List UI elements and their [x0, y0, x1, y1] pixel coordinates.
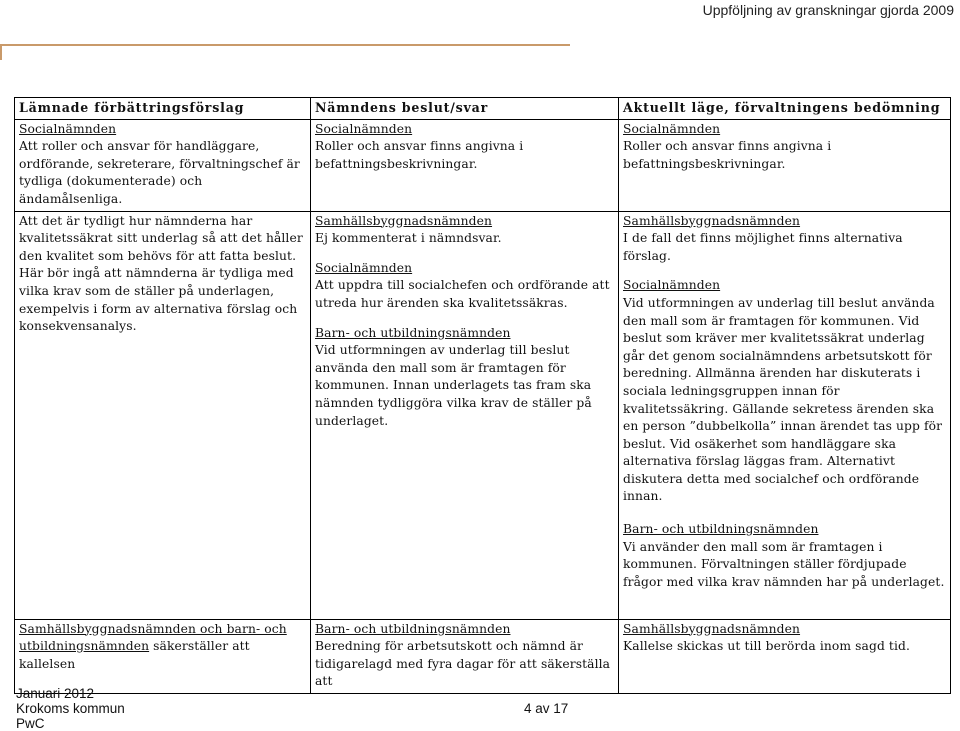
committee-name: Samhällsbyggnadsnämnden och barn- och utbildningsnämnden — [19, 621, 287, 654]
cell-text: Beredning för arbetsutskott och nämnd är tidigarelagd med fyra dagar för att säkerställa att — [315, 639, 611, 689]
cell-text: Att det är tydligt hur nämnderna har kvalitetssäkrat sitt underlag så att det håller den kvalitet som behövs för att fatta beslut. Här bör ingå att nämnderna är tydliga med vilka krav som de ställer på underlagen, exempelvis i form av alternativa förslag och konsekvensanalys. — [19, 213, 303, 334]
header-title: Uppföljning av granskningar gjorda 2009 — [702, 2, 954, 18]
committee-name: Socialnämnden — [315, 121, 413, 136]
cell-text: Roller och ansvar finns angivna i befattningsbeskrivningar. — [623, 139, 832, 171]
committee-name: Barn- och utbildningsnämnden — [315, 621, 511, 636]
cell-text: Vid utformningen av underlag till beslut använda den mall som är framtagen för kommunen. Innan underlagets tas fram ska nämnden tydliggöra vilka krav de ställer på underlaget. — [315, 343, 592, 428]
follow-up-table — [14, 97, 951, 694]
table-header-row — [15, 98, 951, 120]
cell-text: I de fall det finns möjlighet finns alternativa förslag. — [623, 231, 903, 263]
table-cell — [15, 211, 311, 619]
table-cell — [15, 619, 311, 693]
table-cell — [619, 119, 951, 211]
cell-text: Roller och ansvar finns angivna i befattningsbeskrivningar. — [315, 139, 524, 171]
cell-text: säkerställer att kallelsen — [19, 639, 250, 671]
footer-company: PwC — [16, 716, 45, 731]
cell-text: Att roller och ansvar för handläggare, ordförande, sekreterare, förvaltningschef är tydliga (dokumenterade) och ändamålsenliga. — [19, 139, 300, 206]
table-cell — [15, 119, 311, 211]
committee-name: Barn- och utbildningsnämnden — [315, 325, 511, 340]
header-rule — [0, 44, 570, 46]
committee-name: Barn- och utbildningsnämnden — [623, 522, 819, 537]
header-rule-tick — [0, 44, 2, 60]
table-cell — [311, 119, 619, 211]
committee-name: Socialnämnden — [623, 278, 721, 293]
cell-text: Vi använder den mall som är framtagen i kommunen. Förvaltningen ställer fördjupade frågor med vilka krav nämnden har på underlaget. — [623, 539, 945, 589]
table-cell — [311, 619, 619, 693]
column-header-status: Aktuellt läge, förvaltningens bedömning — [619, 98, 951, 120]
table-cell — [311, 211, 619, 619]
footer-organization: Krokoms kommun — [16, 701, 125, 716]
cell-text: Kallelse skickas ut till berörda inom sagd tid. — [623, 639, 910, 654]
page-number: 4 av 17 — [524, 701, 569, 716]
column-header-proposals: Lämnade förbättringsförslag — [15, 98, 311, 120]
column-header-decision: Nämndens beslut/svar — [311, 98, 619, 120]
cell-text: Ej kommenterat i nämndsvar. — [315, 231, 502, 246]
committee-name: Socialnämnden — [19, 121, 117, 136]
page-footer — [16, 686, 125, 731]
committee-name: Samhällsbyggnadsnämnden — [623, 213, 801, 228]
table-cell — [619, 619, 951, 693]
committee-name: Samhällsbyggnadsnämnden — [315, 213, 493, 228]
committee-name: Samhällsbyggnadsnämnden — [623, 621, 801, 636]
footer-date: Januari 2012 — [16, 686, 95, 701]
table-row — [15, 211, 951, 619]
committee-name: Socialnämnden — [315, 260, 413, 275]
table-cell — [619, 211, 951, 619]
cell-text: Att uppdra till socialchefen och ordförande att utreda hur ärenden ska kvalitetssäkras. — [315, 278, 610, 310]
committee-name: Socialnämnden — [623, 121, 721, 136]
table-row — [15, 619, 951, 693]
table-row — [15, 119, 951, 211]
cell-text: Vid utformningen av underlag till beslut använda den mall som är framtagen för kommunen. Vid beslut som kräver mer kvalitetssäkrat underlag går det genom socialnämndens arbetsutskott för beredning. Allmänna ärenden har diskuterats i sociala ledningsgruppen innan för kvalitetssäkring. Gällande sekretess ärenden ska en person ”dubbelkolla” innan ärendet tas upp för beslut. Vid osäkerhet som handläggare ska alternativa förslag läggas fram. Alternativt diskutera detta med socialchef och ordförande innan. — [623, 295, 943, 504]
